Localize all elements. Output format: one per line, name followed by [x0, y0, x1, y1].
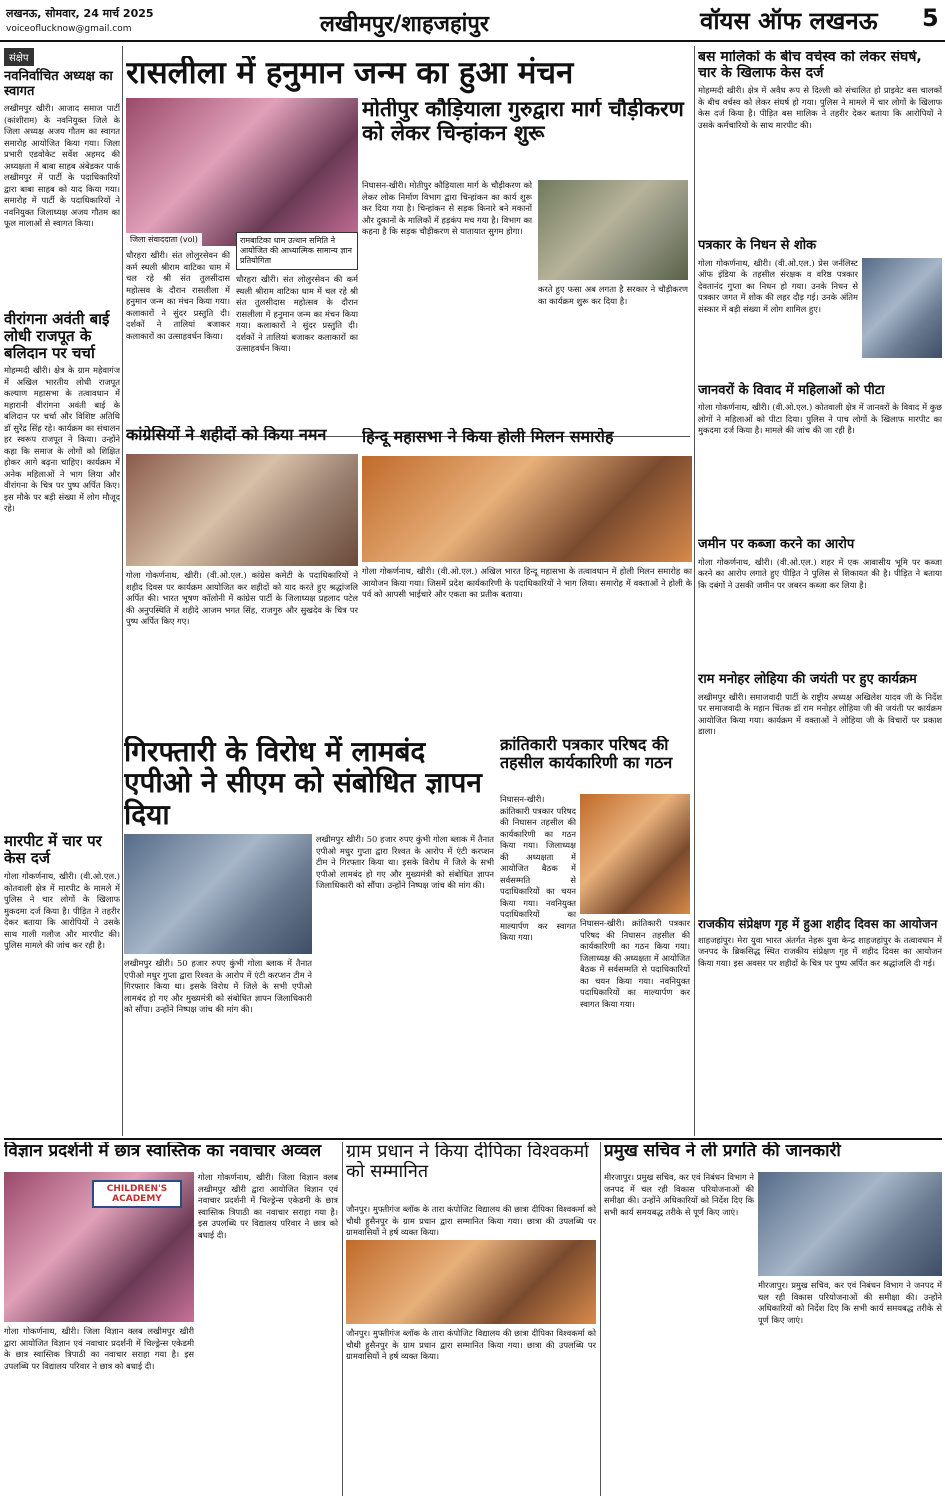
article-2-headline-box: [362, 98, 692, 178]
bottom-story-1-text-cont: गोला गोकर्णनाथ, खीरी। जिला विज्ञान क्लब लखीमपुर खीरी द्वारा आयोजित विज्ञान एवं नवाचार प्रदर्शनी में चिल्ड्रेन्स एकेडमी के छात्र स्वास्तिक त्रिपाठी का नवाचार सराहा गया है। इस उपलब्धि पर विद्यालय परिवार ने छात्र को बधाई दी।: [198, 1172, 338, 1240]
right-story-6-title: राजकीय संप्रेक्षण गृह में हुआ शहीद दिवस का आयोजन: [698, 916, 938, 931]
article-1-text: धौरहरा खीरी। संत लोलुरसेवन की कर्म स्थली श्रीराम वाटिका धाम में चल रहे श्री संत तुलसीदास महोत्सव के दौरान रासलीला में हनुमान जन्म का मंचन किया गया। कलाकारों ने सुंदर प्रस्तुति दी। दर्शकों ने तालियां बजाकर कलाकारों का उत्साहवर्धन किया।: [126, 250, 230, 341]
right-story-3-title: जानवरों के विवाद में महिलाओं को पीटा: [698, 382, 885, 398]
page-number: 5: [922, 4, 939, 32]
journalist-portrait: [862, 258, 942, 358]
right-story-5-title: राम मनोहर लोहिया की जयंती पर हुए कार्यक्रम: [698, 671, 917, 687]
article-5-photo: [124, 834, 312, 954]
article-3-photo: [126, 454, 358, 566]
sidebar-story-2-title: वीरांगना अवंती बाई लोधी राजपूत के बलिदान पर चर्चा: [4, 310, 110, 362]
sidebar-column: [4, 46, 120, 1136]
article-1-headline-box: [126, 56, 686, 96]
article-6-headline-box: [500, 736, 690, 792]
bottom-story-1-headline: विज्ञान प्रदर्शनी में छात्र स्वास्तिक का नवाचार अव्वल: [4, 1142, 322, 1161]
sidebar-story-3-text: गोला गोकर्णनाथ, खीरी। (वी.ओ.एल.) कोतवाली क्षेत्र में मारपीट के मामले में पुलिस ने चार लोगों के खिलाफ मुकदमा दर्ज किया है। पीड़ित ने तहरीर देकर बताया कि आरोपियों ने उसके साथ गाली गलौज और मारपीट की। पुलिस मामले की जांच कर रही है।: [4, 871, 120, 951]
section-title: लखीमपुर/शाहजहांपुर: [320, 12, 489, 37]
article-4-photo: [362, 456, 692, 562]
article-6-text: निघासन-खीरी। क्रांतिकारी पत्रकार परिषद की निघासन तहसील की कार्यकारिणी का गठन किया गया। जिलाध्यक्ष की अध्यक्षता में आयोजित बैठक में सर्वसम्मति से पदाधिकारियों का चयन किया गया। नवनियुक्त पदाधिकारियों का माल्यार्पण कर स्वागत किया गया।: [500, 794, 576, 942]
masthead: [0, 0, 945, 42]
article-1-subhead-note: रामबाटिका धाम उत्थान समिति ने आयोजित की आध्यात्मिक सामान्य ज्ञान प्रतियोगिता: [236, 232, 358, 270]
right-story-4-text: गोला गोकर्णनाथ, खीरी। (वी.ओ.एल.) शहर में एक आवासीय भूमि पर कब्जा करने का आरोप लगाते हुए पीड़ित ने पुलिस से शिकायत की है। पीड़ित ने बताया कि दबंगों ने उसकी जमीन पर जबरन कब्जा कर लिया है।: [698, 556, 942, 590]
article-6-text-cont: निघासन-खीरी। क्रांतिकारी पत्रकार परिषद की निघासन तहसील की कार्यकारिणी का गठन किया गया। जिलाध्यक्ष की अध्यक्षता में आयोजित बैठक में सर्वसम्मति से पदाधिकारियों का चयन किया गया। नवनियुक्त पदाधिकारियों का माल्यार्पण कर स्वागत किया गया।: [580, 918, 690, 1009]
sidebar-tag: संक्षेप: [4, 48, 34, 66]
edition-email[interactable]: voiceoflucknow@gmail.com: [6, 24, 132, 34]
article-2-photo: [538, 180, 688, 280]
bottom-story-2-photo: [346, 1240, 596, 1324]
article-1-headline: रासलीला में हनुमान जन्म का हुआ मंचन: [126, 56, 574, 91]
newspaper-logo: वॉयस ऑफ लखनऊ: [700, 7, 878, 35]
right-story-1-text: मोहम्मदी खीरी। क्षेत्र में अवैध रूप से दिल्ली को संचालित हो प्राइवेट बस चालकों के बीच वर्चस्व को लेकर संघर्ष हो गया। पुलिस ने मामले में चार लोगों के खिलाफ केस दर्ज किया है। पीड़ित बस मालिक ने तहरीर देकर बताया कि आरोपियों ने उसके कर्मचारियों के साथ मारपीट की।: [698, 85, 942, 130]
article-5-text-cont: लखीमपुर खीरी। 50 हजार रुपए कुंभी गोला ब्लाक में तैनात एपीओ मधुर गुप्ता द्वारा रिश्वत के आरोप में एंटी करप्शन टीम ने गिरफ्तार किया था। इसके विरोध में जिले के सभी एपीओ लामबंद हो गए और मुख्यमंत्री को संबोधित ज्ञापन जिलाधिकारी को सौंपा। उन्होंने निष्पक्ष जांच की मांग की।: [124, 958, 312, 1014]
article-4-text: गोला गोकर्णनाथ, खीरी। (वी.ओ.एल.) अखिल भारत हिन्दू महासभा के तत्वावधान में होली मिलन समारोह का आयोजन किया गया। जिसमें प्रदेश कार्यकारिणी के पदाधिकारियों ने भाग लिया। समारोह में वक्ताओं ने होली के पर्व को आपसी भाईचारे और एकता का प्रतीक बताया।: [362, 566, 692, 599]
column-rule: [694, 46, 695, 1136]
article-4-headline-box: [362, 428, 692, 454]
article-5-text: लखीमपुर खीरी। 50 हजार रुपए कुंभी गोला ब्लाक में तैनात एपीओ मधुर गुप्ता द्वारा रिश्वत के आरोप में एंटी करप्शन टीम ने गिरफ्तार किया था। इसके विरोध में जिले के सभी एपीओ लामबंद हो गए और मुख्यमंत्री को संबोधित ज्ञापन जिलाधिकारी को सौंपा। उन्होंने निष्पक्ष जांच की मांग की।: [316, 834, 494, 890]
article-3-text: गोला गोकर्णनाथ, खीरी। (वी.ओ.एल.) कांग्रेस कमेटी के पदाधिकारियों ने शहीद दिवस पर कार्यक्रम आयोजित कर शहीदों को याद करते हुए श्रद्धांजलि अर्पित की। भारत भूषण कॉलोनी में कांग्रेस पार्टी के जिलाध्यक्ष प्रहलाद पटेल की अनुपस्थिति में शहीदे आजम भगत सिंह, राजगुरु और सुखदेव के चित्र पर पुष्प अर्पित किए गए।: [126, 570, 358, 626]
right-story-3-text: गोला गोकर्णनाथ, खीरी। (वी.ओ.एल.) कोतवाली क्षेत्र में जानवरों के विवाद में कुछ लोगों ने महिलाओं को पीटा दिया। पुलिस ने पाच लोगों के खिलाफ मारपीट का मुकदमा दर्ज किया है। मामले की जांच की जा रही है।: [698, 402, 942, 436]
bottom-story-1-text: गोला गोकर्णनाथ, खीरी। जिला विज्ञान क्लब लखीमपुर खीरी द्वारा आयोजित विज्ञान एवं नवाचार प्रदर्शनी में चिल्ड्रेन्स एकेडमी के छात्र स्वास्तिक त्रिपाठी का नवाचार सराहा गया है। इस उपलब्धि पर विद्यालय परिवार ने छात्र को बधाई दी।: [4, 1326, 194, 1371]
sidebar-story-3-title: मारपीट में चार पर केस दर्ज: [4, 832, 102, 868]
article-6-photo: [580, 794, 690, 914]
article-2-headline: मोतीपुर कौड़ियाला गुरुद्वारा मार्ग चौड़ीकरण को लेकर चिन्हांकन शुरू: [362, 98, 684, 145]
right-story-5-text: लखीमपुर खीरी। समाजवादी पार्टी के राष्ट्रीय अध्यक्ष अखिलेश यादव जी के निर्देश पर समाजवादी के महान चिंतक डॉ राम मनोहर लोहिया जी की जयंती पर कार्यक्रम आयोजित किया गया। कार्यक्रम में वक्ताओं ने लोहिया जी के विचारों पर प्रकाश डाला।: [698, 691, 942, 737]
article-1-text-cont: धौरहरा खीरी। संत लोलुरसेवन की कर्म स्थली श्रीराम वाटिका धाम में चल रहे श्री संत तुलसीदास महोत्सव के दौरान रासलीला में हनुमान जन्म का मंचन किया गया। कलाकारों ने सुंदर प्रस्तुति दी। दर्शकों ने तालियां बजाकर कलाकारों का उत्साहवर्धन किया।: [236, 274, 358, 353]
right-story-2-title: पत्रकार के निधन से शोक: [698, 238, 817, 254]
article-5-headline: गिरफ्तारी के विरोध में लामबंद एपीओ ने सीएम को संबोधित ज्ञापन दिया: [124, 736, 482, 831]
bottom-story-3-headline-box: [604, 1142, 942, 1168]
column-rule: [122, 46, 123, 1136]
article-1-photo-caption: जिला संवाददाता (vol): [126, 233, 202, 246]
article-3-headline-box: [126, 426, 358, 452]
article-1-photo: [126, 98, 358, 246]
bottom-story-2-headline-box: [346, 1142, 596, 1202]
right-story-4-title: जमीन पर कब्जा करने का आरोप: [698, 537, 855, 553]
bottom-story-1-photo: [4, 1172, 194, 1322]
bottom-story-2-lead: जौनपुर। मुफ्तीगंज ब्लॉक के तारा कंपोजिट विद्यालय की छात्रा दीपिका विश्वकर्मा को चौथी हुसैनपुर के ग्राम प्रधान द्वारा सम्मानित किया गया। छात्रा की उपलब्धि पर ग्रामवासियों ने हर्ष व्यक्त किया।: [346, 1204, 596, 1237]
sidebar-story-1-text: लखीमपुर खीरी। आजाद समाज पार्टी (कांशीराम) के नवनियुक्त जिले के जिला अध्यक्ष अजय गौतम का स्वागत समारोह आयोजित किया गया। जिला प्रभारी एडवोकेट सर्वेश अहमद की अध्यक्षता में बाबा साहब अंबेडकर पार्क लखीमपुर में पार्टी के पदाधिकारियों द्वारा बाबा साहब को याद किया गया। समारोह में पार्टी के पदाधिकारियों ने नवनियुक्त जिलाध्यक्ष अजय गौतम का फूल मालाओं से स्वागत किया।: [4, 103, 120, 229]
right-story-2-text: गोला गोकर्णनाथ, खीरी। (वी.ओ.एल.) प्रेस जर्नलिस्ट ऑफ इंडिया के तहसील संरक्षक व वरिष्ठ पत्रकार देवतानंद गुप्ता का निधन हो गया। उनके निधन से पत्रकार जगत में शोक की लहर दौड़ गई। उनके अंतिम संस्कार में बड़ी संख्या में लोग शामिल हुए।: [698, 257, 858, 314]
article-3-headline: कांग्रेसियों ने शहीदों को किया नमन: [126, 426, 327, 444]
article-5-headline-box: [124, 736, 494, 832]
article-4-headline: हिन्दू महासभा ने किया होली मिलन समारोह: [362, 428, 614, 446]
school-banner: CHILDREN'S ACADEMY: [92, 1180, 182, 1208]
column-rule: [600, 1142, 601, 1496]
bottom-story-2-headline: ग्राम प्रधान ने किया दीपिका विश्वकर्मा को सम्मानित: [346, 1142, 589, 1183]
sidebar-story-2-text: मोहम्मदी खीरी। क्षेत्र के ग्राम महेवागंज में अखिल भारतीय लोधी राजपूत कल्याण महासभा के तत्वावधान में महारानी वीरांगना अवंती बाई के बलिदान पर चर्चा और विशिष्ट अतिथि डॉ सुरेंद्र सिंह रहे। कार्यक्रम का संचालन हर स्वरूप राजपूत ने किया। उन्होंने कहा कि समाज के लोगों को शिक्षित होकर आगे बढ़ना चाहिए। कार्यक्रम में अनेक महिलाओं ने भाग लिया और वीरांगना के चित्र पर पुष्प अर्पित किए। इस मौके पर बड़ी संख्या में लोग मौजूद रहे।: [4, 365, 120, 514]
article-1-sidebar: [236, 232, 358, 432]
bottom-story-3-headline: प्रमुख सचिव ने ली प्रगति की जानकारी: [604, 1142, 841, 1161]
bottom-story-1-headline-box: [4, 1142, 338, 1172]
article-6-headline: क्रांतिकारी पत्रकार परिषद की तहसील कार्यकारिणी का गठन: [500, 736, 673, 772]
right-column: [698, 50, 942, 1136]
sidebar-story-1-title: नवनिर्वाचित अध्यक्ष का स्वागत: [4, 69, 113, 99]
section-rule: [4, 1138, 942, 1140]
right-story-1-title: बस मालिकों के बीच वर्चस्व को लेकर संघर्ष, चार के खिलाफ केस दर्ज: [698, 50, 922, 81]
article-2-photo-caption: करते हुए फसा अब लगता है सरकार ने चौड़ीकरण का कार्यक्रम शुरू कर दिया है।: [538, 284, 688, 306]
edition-date: लखनऊ, सोमवार, 24 मार्च 2025: [6, 7, 154, 20]
right-story-6-text: शाहजहांपुर। मेरा युवा भारत अंतर्गत नेहरू युवा केन्द्र शाहजहांपुर के तत्वावधान में जनपद के ब्रिकसिद्ध स्थित राजकीय संप्रेक्षण गृह में शहीद दिवस का आयोजन किया गया। इस अवसर पर शहीदों के चित्र पर पुष्प अर्पित कर श्रद्धांजलि दी गई।: [698, 934, 942, 968]
article-2-text: निघासन-खीरी। मोतीपुर कौड़ियाला मार्ग के चौड़ीकरण को लेकर लोक निर्माण विभाग द्वारा चिन्हांकन का कार्य शुरू कर दिया गया है। चिन्हांकन से सड़क किनारे बने मकानों और दुकानों के मालिकों में हड़कंप मच गया है। विभाग का कहना है कि सड़क चौड़ीकरण से यातायात सुगम होगा।: [362, 180, 532, 236]
bottom-story-3-text-cont: मीरजापुर। प्रमुख सचिव, कर एवं निबंधन विभाग ने जनपद में चल रही विकास परियोजनाओं की समीक्षा की। उन्होंने अधिकारियों को निर्देश दिए कि सभी कार्य समयबद्ध तरीके से पूर्ण किए जाएं।: [758, 1280, 942, 1325]
bottom-story-3-text: मीरजापुर। प्रमुख सचिव, कर एवं निबंधन विभाग ने जनपद में चल रही विकास परियोजनाओं की समीक्षा की। उन्होंने अधिकारियों को निर्देश दिए कि सभी कार्य समयबद्ध तरीके से पूर्ण किए जाएं।: [604, 1172, 754, 1217]
column-rule: [342, 1142, 343, 1496]
bottom-story-2-text: जौनपुर। मुफ्तीगंज ब्लॉक के तारा कंपोजिट विद्यालय की छात्रा दीपिका विश्वकर्मा को चौथी हुसैनपुर के ग्राम प्रधान द्वारा सम्मानित किया गया। छात्रा की उपलब्धि पर ग्रामवासियों ने हर्ष व्यक्त किया।: [346, 1328, 596, 1361]
bottom-story-3-photo: [758, 1172, 942, 1276]
